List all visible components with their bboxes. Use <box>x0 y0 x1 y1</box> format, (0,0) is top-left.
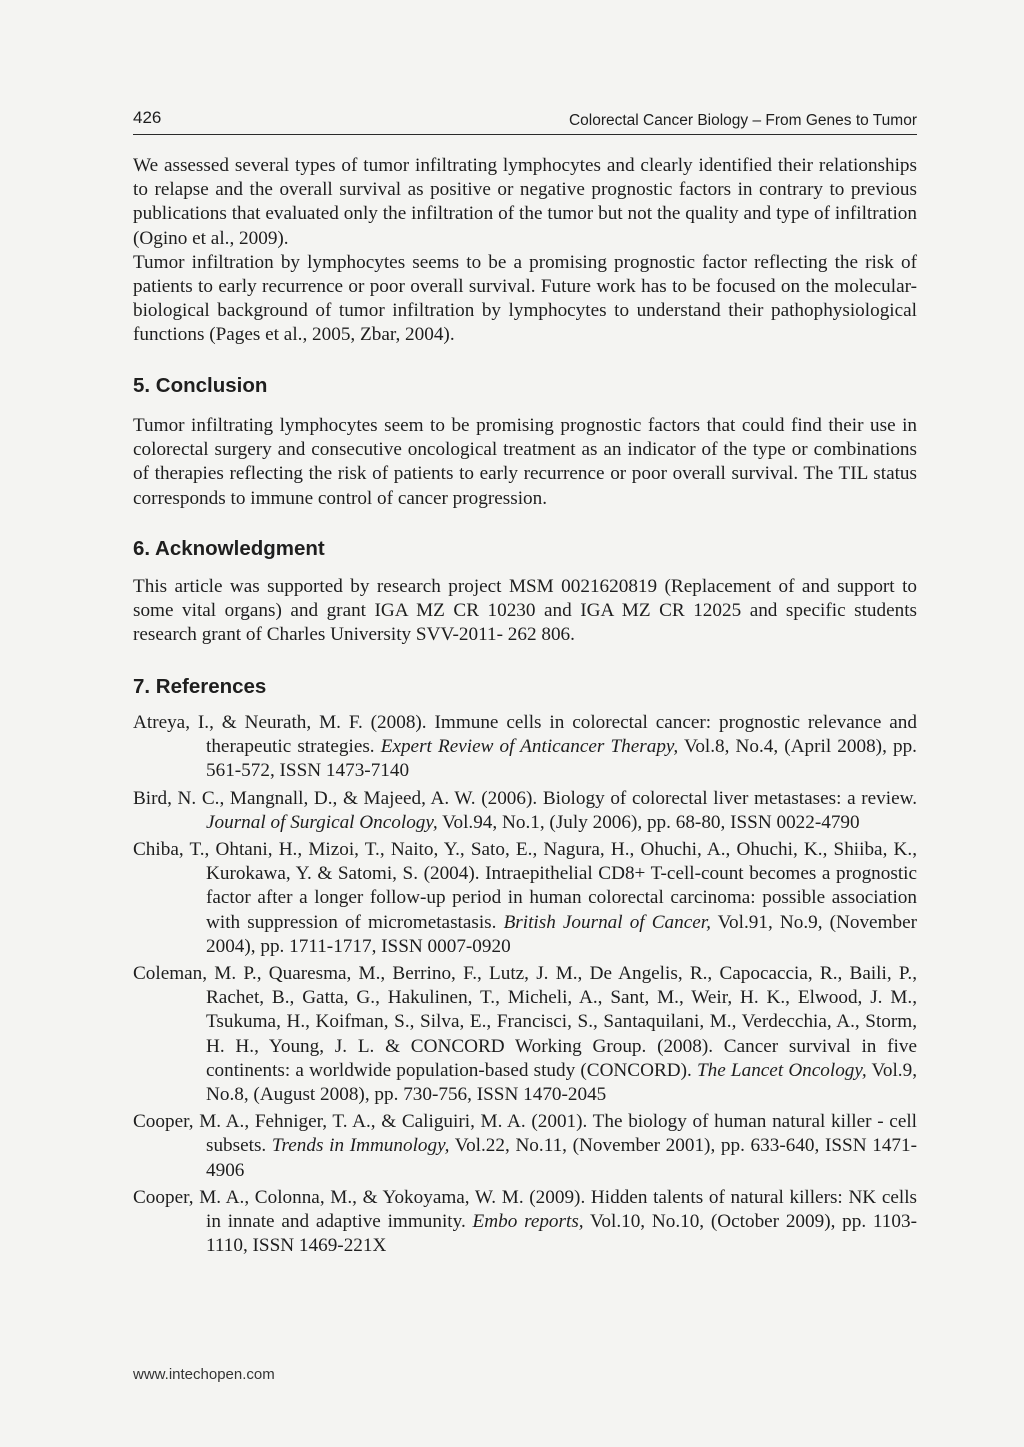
reference-details: Vol.94, No.1, (July 2006), pp. 68-80, ISSN 0022-4790 <box>437 811 860 833</box>
references-list <box>133 711 917 1261</box>
intro-paragraph-2: Tumor infiltration by lymphocytes seems to be a promising prognostic factor reflecting the risk of patients to early recurrence or poor overall survival. Future work has to be focused on the molecular-biological background of tumor infiltration by lymphocytes to understand their pathophysiological functions (Pages et al., 2005, Zbar, 2004). <box>133 251 917 346</box>
reference-details: Vol.91, No.9, (November 2004), pp. 1711-1717, ISSN 0007-0920 <box>206 911 917 957</box>
reference-journal: British Journal of Cancer, <box>503 911 711 933</box>
page-number: 426 <box>133 108 162 127</box>
reference-details: Vol.9, No.8, (August 2008), pp. 730-756, ISSN 1470-2045 <box>206 1059 917 1106</box>
references-heading: 7. References <box>133 675 267 698</box>
acknowledgment-paragraph: This article was supported by research project MSM 0021620819 (Replacement of and support to some vital organs) and grant IGA MZ CR 10230 and IGA MZ CR 12025 and specific students research grant of Charles University SVV-2011- 262 806. <box>133 576 917 646</box>
reference-text: Bird, N. C., Mangnall, D., & Majeed, A. W. (2006). Biology of colorectal liver metastases: a review. <box>133 787 917 809</box>
reference-details: Vol.22, No.11, (November 2001), pp. 633-640, ISSN 1471-4906 <box>206 1135 917 1181</box>
reference-item <box>133 787 917 835</box>
conclusion-paragraph: Tumor infiltrating lymphocytes seem to be promising prognostic factors that could find their use in colorectal surgery and consecutive oncological treatment as an indicator of the type or combinations of therapies reflecting the risk of patients to early recurrence or poor overall survival. The TIL status corresponds to immune control of cancer progression. <box>133 415 917 509</box>
reference-item <box>133 711 917 784</box>
reference-text: Chiba, T., Ohtani, H., Mizoi, T., Naito, Y., Sato, E., Nagura, H., Ohuchi, A., Ohuchi, K., Shiiba, K., Kurokawa, Y. & Satomi, S. (2004). Intraepithelial CD8+ T-cell-count becomes a prognostic factor after a longer follow-up period in human colorectal carcinoma: possible association with suppression of micrometastasis. <box>133 839 917 933</box>
acknowledgment-heading: 6. Acknowledgment <box>133 537 325 560</box>
reference-item <box>133 1110 917 1183</box>
reference-text: Coleman, M. P., Quaresma, M., Berrino, F., Lutz, J. M., De Angelis, R., Capocaccia, R., Baili, P., Rachet, B., Gatta, G., Hakulinen, T., Micheli, A., Sant, M., Weir, H. K., Elwood, J. M., Tsukuma, H., Koifman, S., Silva, E., Francisci, S., Santaquilani, M., Verdecchia, A., Storm, H. H., Young, J. L. & CONCORD Working Group. (2008). Cancer survival in five continents: a worldwide population-based study (CONCORD). <box>133 963 917 1081</box>
intro-paragraph-1: We assessed several types of tumor infiltrating lymphocytes and clearly identified their relationships to relapse and the overall survival as positive or negative prognostic factors in contrary to previous publications that evaluated only the infiltration of the tumor but not the quality and type of infiltration (Ogino et al., 2009). <box>133 155 917 249</box>
reference-item <box>133 962 917 1107</box>
conclusion-heading: 5. Conclusion <box>133 374 268 397</box>
reference-details: Vol.10, No.10, (October 2009), pp. 1103-1110, ISSN 1469-221X <box>206 1211 917 1257</box>
reference-journal: Trends in Immunology, <box>271 1135 450 1157</box>
page-header <box>133 106 917 135</box>
footer-url: www.intechopen.com <box>133 1366 275 1383</box>
conclusion-section <box>133 414 917 511</box>
reference-text: Cooper, M. A., Colonna, M., & Yokoyama, W. M. (2009). Hidden talents of natural killers: NK cells in innate and adaptive immunity. <box>133 1186 917 1233</box>
reference-item <box>133 838 917 959</box>
acknowledgment-section <box>133 575 917 648</box>
reference-text: Atreya, I., & Neurath, M. F. (2008). Immune cells in colorectal cancer: prognostic relevance and therapeutic strategies. <box>133 712 917 758</box>
reference-journal: Embo reports, <box>472 1211 584 1233</box>
running-title: Colorectal Cancer Biology – From Genes to Tumor <box>568 112 917 129</box>
reference-item <box>133 1186 917 1259</box>
intro-section <box>133 154 917 348</box>
reference-journal: Expert Review of Anticancer Therapy, <box>380 736 679 758</box>
reference-journal: The Lancet Oncology, <box>696 1059 867 1081</box>
reference-details: Vol.8, No.4, (April 2008), pp. 561-572, ISSN 1473-7140 <box>206 736 917 782</box>
reference-journal: Journal of Surgical Oncology, <box>206 811 438 833</box>
reference-text: Cooper, M. A., Fehniger, T. A., & Caliguiri, M. A. (2001). The biology of human natural killer - cell subsets. <box>133 1111 917 1157</box>
